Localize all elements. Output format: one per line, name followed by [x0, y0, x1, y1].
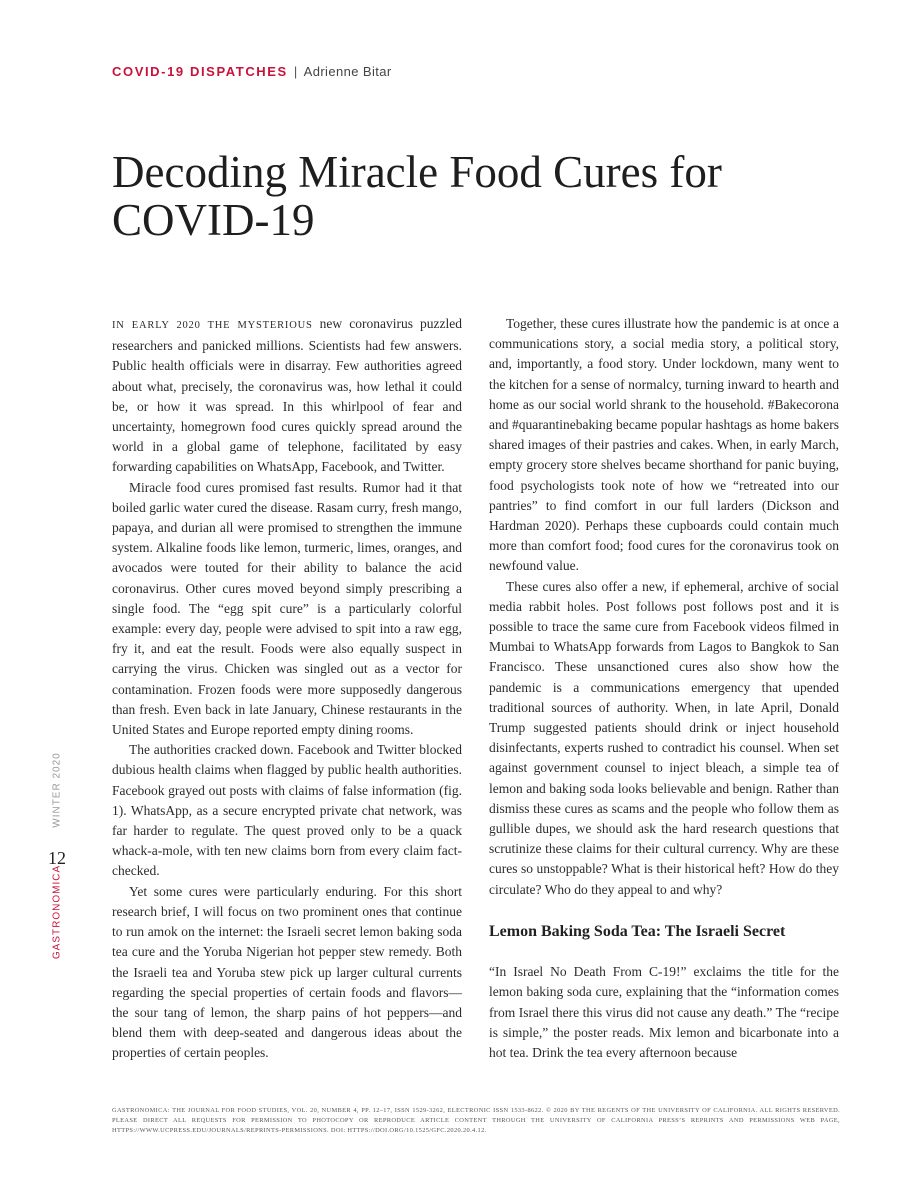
- journal-name: GASTRONOMICA: [51, 864, 63, 960]
- paragraph: These cures also offer a new, if ephemeral, archive of social media rabbit holes. Post follows post follows post and it is possible to trace the same cure from Facebook videos filmed in Mumbai to WhatsApp forwards from Lagos to Bangkok to San Francisco. These unsanctioned cures also show how the pandemic is a communications emergency that upended traditional sources of authority. When, in late April, Donald Trump suggested patients should drink or inject household disinfectants, experts rushed to contradict his counsel. When set against government counsel to inject bleach, a simple tea of lemon and baking soda looks believable and benign. Rather than dismiss these cures as scams and the people who follow them as gullible dupes, we should ask the hard research questions that scrutinize these claims for their cultural currency. Why are these cures so unstoppable? What is their historical heft? How do they circulate? Who do they appeal to and why?: [489, 578, 839, 897]
- paragraph: Miracle food cures promised fast results. Rumor had it that boiled garlic water cured the disease. Rasam curry, fresh mango, papaya, and durian all were promised to strengthen the immune system. Alkaline foods like lemon, turmeric, limes, oranges, and avocados were touted for their ability to balance the acid coronavirus. Other cures moved beyond simply prescribing a single food. The “egg spit cure” is a particularly colorful example: every day, people were advised to spit into a raw egg, fry it, and eat the result. Foods were also equally suspect in carrying the virus. Chicken was singled out as a vector for contamination. Frozen foods were more supposedly dangerous than fresh. Even back in late January, Chinese restaurants in the United States and Europe reported empty dining rooms.: [112, 479, 462, 738]
- section-heading: Lemon Baking Soda Tea: The Israeli Secret: [489, 922, 786, 940]
- section-label: COVID-19 DISPATCHES: [112, 64, 288, 79]
- header-separator: |: [293, 64, 298, 79]
- left-column: [112, 314, 462, 1064]
- right-column: [489, 314, 839, 1063]
- paragraph: [112, 314, 462, 478]
- paragraph-text: new coronavirus puzzled researchers and panicked millions. Scientists had few answers. Public health officials were in disarray. Few authorities agreed about what, precisely, the coronavirus was, how lethal it could be, or how it was spread. In this whirlpool of fear and uncertainty, homegrown food cures quickly spread around the world in a global game of telephone, facilitated by easy forwarding capabilities on WhatsApp, Facebook, and Twitter.: [112, 316, 462, 475]
- issue-season: WINTER 2020: [51, 752, 63, 828]
- page-number: 12: [48, 848, 66, 868]
- running-header: [112, 64, 392, 79]
- paragraph: Yet some cures were particularly enduring. For this short research brief, I will focus on two prominent ones that continue to run amok on the internet: the Israeli secret lemon baking soda tea cure and the Yoruba Nigerian hot pepper stew remedy. Both the Israeli tea and Yoruba stew pick up larger cultural currents regarding the special properties of certain foods and flavors—the sour tang of lemon, the sharp pains of hot peppers—and blend them with deep-seated and dangerous ideas about the properties of certain peoples.: [112, 883, 462, 1061]
- paragraph: “In Israel No Death From C-19!” exclaims the title for the lemon baking soda cure, explaining that the “information comes from Israel there this virus did not cause any death.” The “recipe is simple,” the poster reads. Mix lemon and bicarbonate into a hot tea. Drink the tea every afternoon because: [489, 964, 839, 1060]
- copyright-footer: GASTRONOMICA: THE JOURNAL FOR FOOD STUDIES, VOL. 20, NUMBER 4, PP. 12–17, ISSN 1529-3262, ELECTRONIC ISSN 1533-8622. © 2020 BY THE REGENTS OF THE UNIVERSITY OF CALIFORNIA. ALL RIGHTS RESERVED. PLEASE DIRECT ALL REQUESTS FOR PERMISSION TO PHOTOCOPY OR REPRODUCE ARTICLE CONTENT THROUGH THE UNIVERSITY OF CALIFORNIA PRESS’S REPRINTS AND PERMISSIONS WEB PAGE, HTTPS://WWW.UCPRESS.EDU/JOURNALS/REPRINTS-PERMISSIONS. DOI: HTTPS://DOI.ORG/10.1525/GFC.2020.20.4.12.: [112, 1107, 840, 1134]
- paragraph: The authorities cracked down. Facebook and Twitter blocked dubious health claims when flagged by public health authorities. Facebook grayed out posts with claims of false information (fig. 1). WhatsApp, as a secure encrypted private chat network, was far harder to regulate. The quest proved only to be a quack whack-a-mole, with ten new claims born from every claim fact-checked.: [112, 742, 462, 879]
- lead-in-smallcaps: IN EARLY 2020 THE MYSTERIOUS: [112, 320, 313, 331]
- paragraph: Together, these cures illustrate how the pandemic is at once a communications story, a social media story, a political story, and, importantly, a food story. Under lockdown, many went to the kitchen for a sense of normalcy, turning inward to hearth and home as our social world shrank to the household. #Bakecorona and #quarantinebaking became popular hashtags as home bakers shared images of their pastries and cakes. When, in early March, empty grocery store shelves became shorthand for panic buying, food psychologists took note of how we “retreated into our pantries” to find comfort in our full larders (Dickson and Hardman 2020). Perhaps these cupboards could contain much more than comfort food; food cures for the coronavirus took on newfound value.: [489, 316, 839, 574]
- author-name: Adrienne Bitar: [303, 64, 392, 79]
- article-title: Decoding Miracle Food Cures for COVID-19: [112, 147, 722, 245]
